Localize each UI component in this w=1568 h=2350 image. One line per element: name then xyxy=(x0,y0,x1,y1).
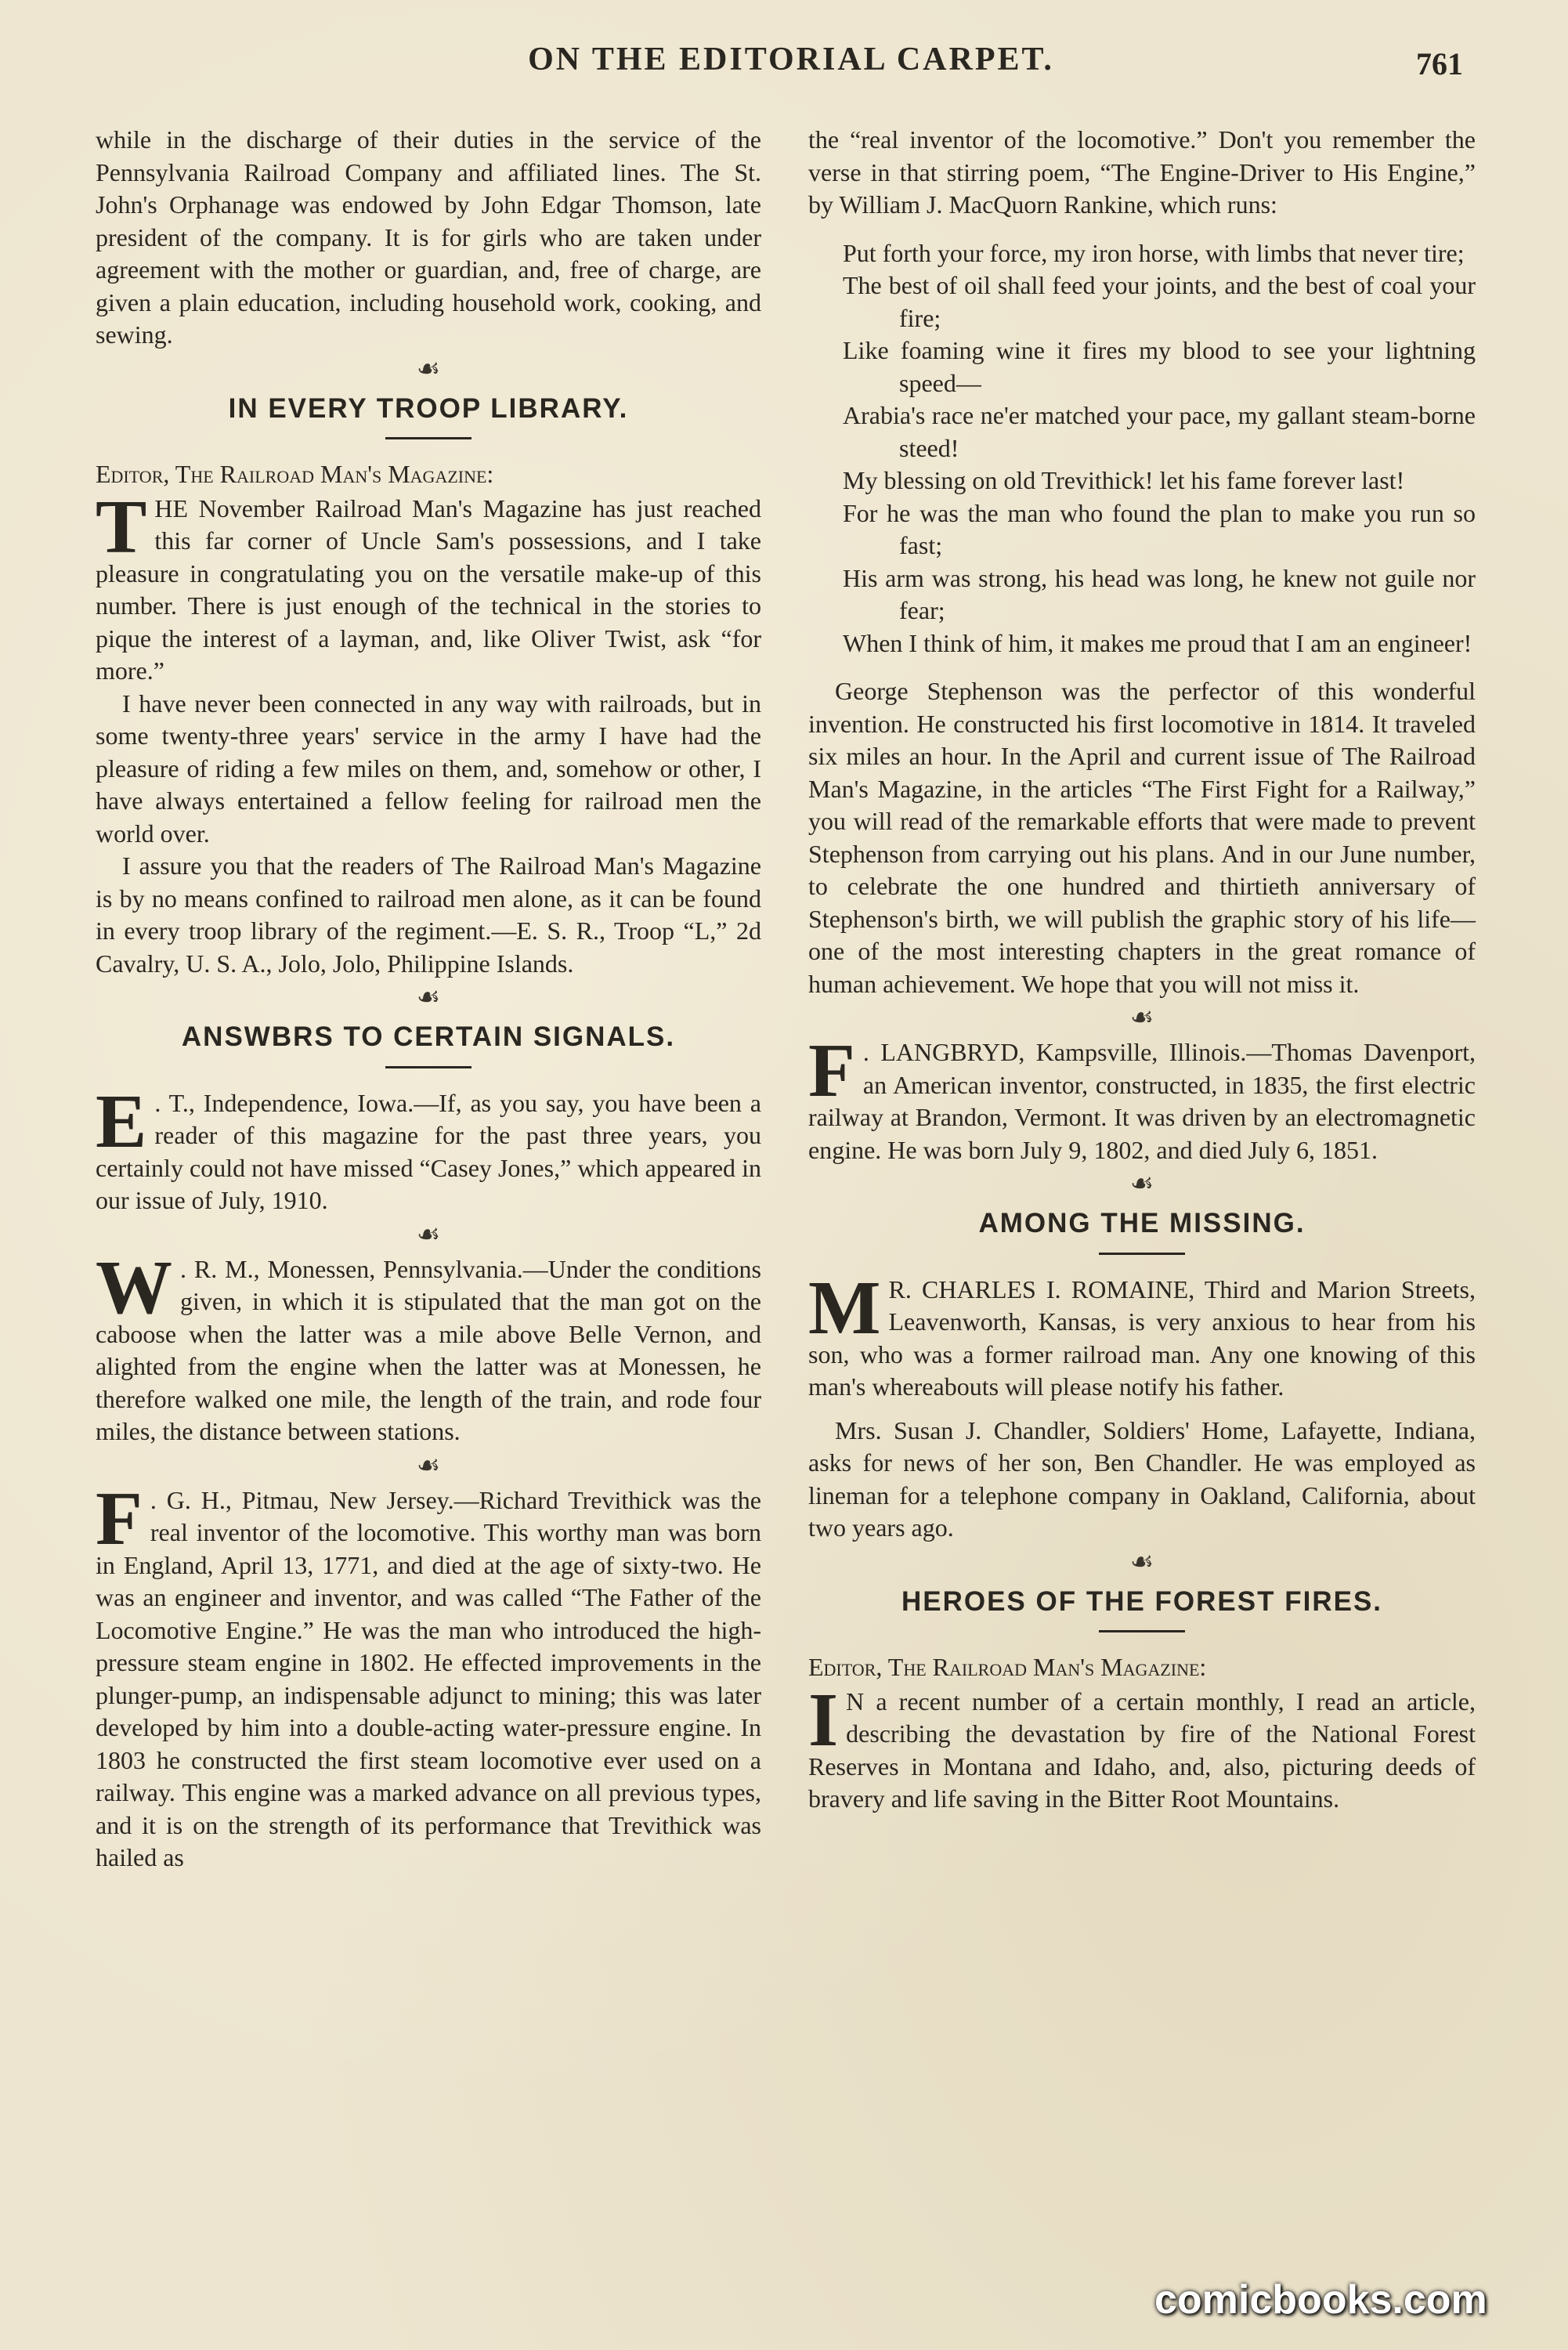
answer-text: . LANGBRYD, Kampsville, Illinois.—Thomas Davenport, an American inventor, constructed, in 1835, the first electric railway at Brandon, Vermont. It was driven by an electromagnetic engine. He was born July 9, 1802, and died July 6, 1851. xyxy=(808,1038,1476,1164)
troop-letter-p2: I have never been connected in any way with railroads, but in some twenty-three years' service in the army I have had the pleasure of riding a few miles on them, and, somehow or other, I have always entertained a fellow feeling for railroad men the world over. xyxy=(96,689,761,848)
title-rule xyxy=(1099,1253,1185,1255)
page-number: 761 xyxy=(1416,46,1463,81)
section-title-answers: ANSWBRS TO CERTAIN SIGNALS. xyxy=(181,1021,676,1052)
missing-text: R. CHARLES I. ROMAINE, Third and Marion Streets, Leavenworth, Kansas, is very anxious to hear from his son, who was a former railroad man. Any one knowing of this man's whereabouts will please notify his father. xyxy=(808,1274,1476,1401)
troop-letter-p1: HE November Railroad Man's Magazine has just reached this far corner of Uncle Sam's possessions, and I take pleasure in congratulating you on the versatile make-up of this number. There is just enough of the technical in the stories to pique the interest of a layman, and, like Oliver Twist, ask “for more.” xyxy=(96,494,761,685)
poem-line: His arm was strong, his head was long, he knew not guile nor fear; xyxy=(843,563,1476,624)
site-watermark: comicbooks.com xyxy=(1154,2277,1487,2323)
running-head: ON THE EDITORIAL CARPET. xyxy=(528,42,1054,78)
letter-salutation: Editor, The Railroad Man's Magazine: xyxy=(96,460,494,488)
drop-cap: T xyxy=(96,484,147,569)
answer-item xyxy=(96,1079,761,1217)
heroes-letter-first-paragraph xyxy=(808,1677,1476,1816)
poem-line: For he was the man who found the plan to make you run so fast; xyxy=(843,498,1476,559)
fleuron-ornament-icon: ☙ xyxy=(416,983,441,1012)
poem-block xyxy=(843,237,1476,660)
poem-line: Arabia's race ne'er matched your pace, my gallant steam-borne steed! xyxy=(843,401,1476,462)
left-column xyxy=(96,124,761,1875)
fleuron-ornament-icon: ☙ xyxy=(1129,1547,1154,1577)
intro-paragraph: while in the discharge of their duties in the service of the Pennsylvania Railroad Company and affiliated lines. The St. John's Orphanage was endowed by John Edgar Thomson, late president of the company. It is for girls who are taken under agreement with the mother or guardian, and, free of charge, are given a plain education, including household work, cooking, and sewing. xyxy=(96,125,761,349)
answer-text: . R. M., Monessen, Pennsylvania.—Under the conditions given, in which it is stipulated that the man got on the caboose when the latter was a mile above Belle Vernon, and alighted from the engine when the latter was at Monessen, he therefore walked one mile, the length of the train, and rode four miles, the distance between stations. xyxy=(96,1254,761,1445)
stephenson-paragraph: George Stephenson was the perfector of this wonderful invention. He constructed his first locomotive in 1814. It traveled six miles an hour. In the April and current issue of The Railroad Man's Magazine, in the articles “The First Fight for a Railway,” you will read of the remarkable efforts that were made to prevent Stephenson from carrying out his plans. And in our June number, to celebrate the one hundred and thirtieth anniversary of Stephenson's birth, we will publish the graphic story of his life—one of the most interesting chapters in the great romance of human achievement. We hope that you will not miss it. xyxy=(808,677,1476,998)
fleuron-ornament-icon: ☙ xyxy=(416,354,441,384)
troop-letter-first-paragraph xyxy=(96,484,761,688)
poem-line: My blessing on old Trevithick! let his fame forever last! xyxy=(843,466,1405,494)
fleuron-ornament-icon: ☙ xyxy=(416,1220,441,1249)
troop-letter-p3: I assure you that the readers of The Railroad Man's Magazine is by no means confined to railroad men alone, as it can be found in every troop library of the regiment.—E. S. R., Troop “L,” 2d Cavalry, U. S. A., Jolo, Jolo, Philippine Islands. xyxy=(96,851,761,978)
heroes-letter-p1: N a recent number of a certain monthly, I read an article, describing the devastation by fire of the National Forest Reserves in Montana and Idaho, and, also, picturing deeds of bravery and life saving in the Bitter Root Mountains. xyxy=(808,1687,1476,1813)
letter-salutation: Editor, The Railroad Man's Magazine: xyxy=(808,1653,1207,1681)
section-title-troop-library: IN EVERY TROOP LIBRARY. xyxy=(228,392,629,424)
drop-cap: I xyxy=(808,1677,839,1762)
title-rule xyxy=(385,437,471,439)
drop-cap: F xyxy=(808,1029,855,1113)
right-column xyxy=(808,124,1476,1816)
drop-cap: M xyxy=(808,1265,881,1350)
poem-line: When I think of him, it makes me proud that I am an engineer! xyxy=(843,628,1472,657)
fleuron-ornament-icon: ☙ xyxy=(416,1451,441,1480)
poem-line: The best of oil shall feed your joints, and the best of coal your fire; xyxy=(843,271,1476,332)
title-rule xyxy=(1099,1630,1185,1632)
answer-text: . G. H., Pitmau, New Jersey.—Richard Trevithick was the real inventor of the locomotive. This worthy man was born in England, April 13, 1771, and died at the age of sixty-two. He was an engineer and inventor, and was called “The Father of the Locomotive Engine.” He was the man who introduced the high-pressure steam engine in 1802. He effected improvements in the plunger-pump, an indispensable adjunct to mining; this was later developed by him into a double-acting water-pressure engine. In 1803 he constructed the first steam locomotive ever used on a railway. This engine was a marked advance on all previous types, and it is on the strength of its performance that Trevithick was hailed as xyxy=(96,1485,761,1871)
missing-text: Mrs. Susan J. Chandler, Soldiers' Home, Lafayette, Indiana, asks for news of her son, Ben Chandler. He was employed as lineman for a telephone company in Oakland, California, about two years ago. xyxy=(808,1415,1476,1542)
drop-cap: E xyxy=(96,1079,147,1164)
answer-item xyxy=(96,1476,761,1875)
title-rule xyxy=(385,1066,471,1068)
drop-cap: F xyxy=(96,1476,143,1561)
answer-item xyxy=(96,1245,761,1448)
answer-item xyxy=(808,1029,1476,1166)
answer-text: . T., Independence, Iowa.—If, as you say, you have been a reader of this magazine for the past three years, you certainly could not have missed “Casey Jones,” which appeared in our issue of July, 1910. xyxy=(96,1088,761,1214)
section-title-heroes: HEROES OF THE FOREST FIRES. xyxy=(901,1585,1383,1617)
continued-paragraph: the “real inventor of the locomotive.” Don't you remember the verse in that stirring poem, “The Engine-Driver to His Engine,” by William J. MacQuorn Rankine, which runs: xyxy=(808,125,1476,219)
fleuron-ornament-icon: ☙ xyxy=(1129,1003,1154,1032)
section-title-missing: AMONG THE MISSING. xyxy=(978,1208,1306,1238)
drop-cap: W xyxy=(96,1245,172,1330)
poem-line: Like foaming wine it fires my blood to see your lightning speed— xyxy=(843,336,1476,397)
fleuron-ornament-icon: ☙ xyxy=(1129,1170,1154,1198)
missing-item xyxy=(808,1265,1476,1404)
poem-line: Put forth your force, my iron horse, with limbs that never tire; xyxy=(843,238,1465,267)
